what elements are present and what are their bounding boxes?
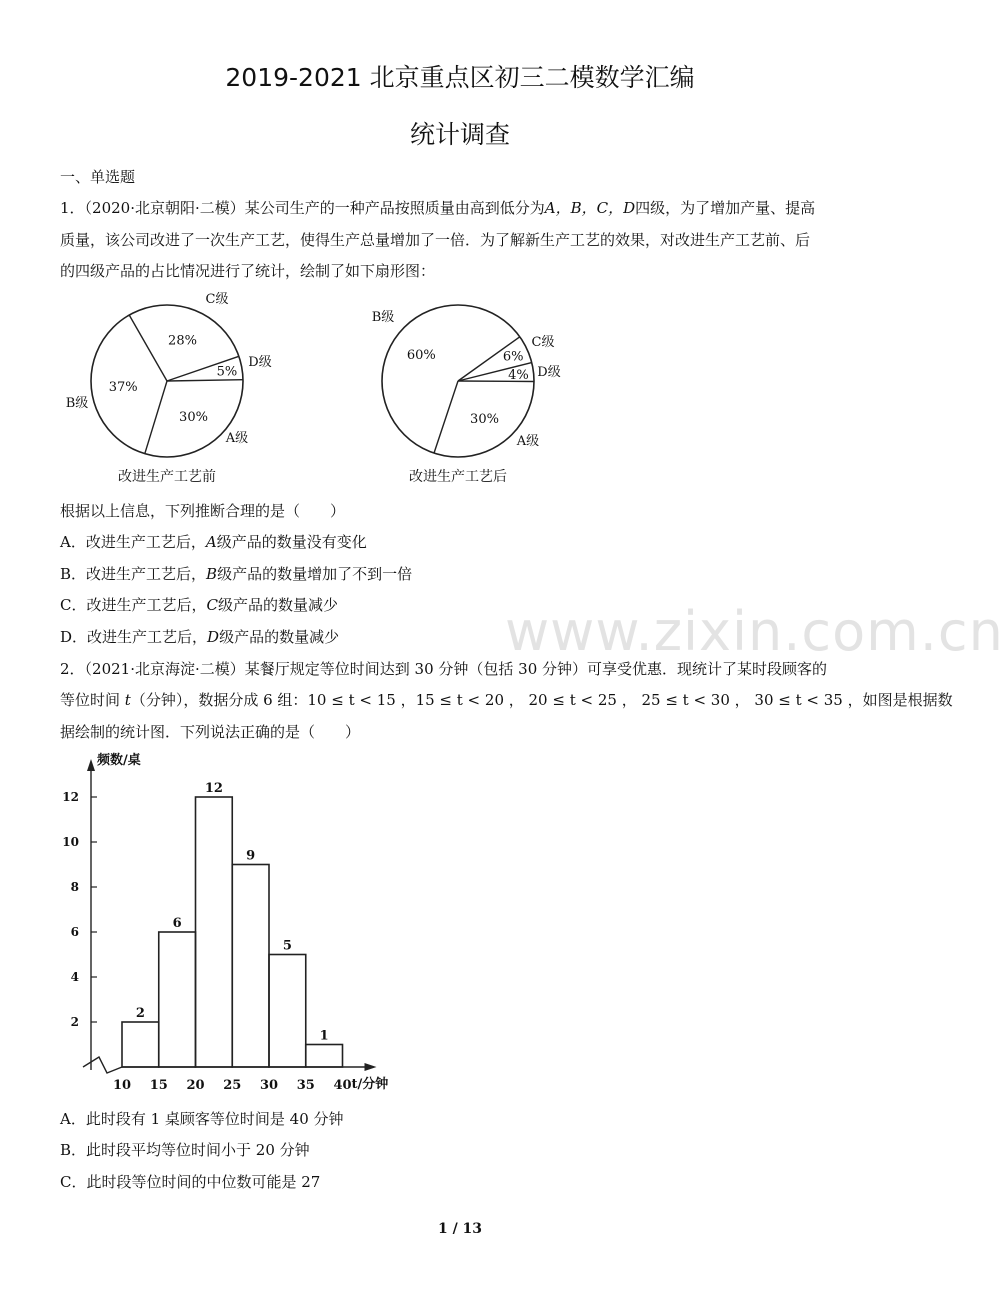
pie-slice-boundary bbox=[434, 381, 458, 453]
histogram-bar bbox=[122, 1022, 159, 1067]
q2-line-2-b: （分钟），数据分成 6 组：10 ≤ t < 15 ，15 ≤ t < 20 ， 20 ≤ t < 25 ， 25 ≤ t < 30 ， 30 ≤ t < 35 ，如图是根据数 bbox=[130, 691, 953, 709]
q1-option-c-lead: C．改进生产工艺后， bbox=[60, 596, 207, 614]
q1-option-d-var: D bbox=[207, 628, 220, 646]
pie-category-label: B级 bbox=[371, 310, 395, 325]
histogram-bar bbox=[196, 797, 233, 1067]
q2-line-2-a: 等位时间 bbox=[60, 691, 125, 709]
q2-line-1: 2．（2021·北京海淀·二模）某餐厅规定等位时间达到 30 分钟（包括 30 分钟）可享受优惠．现统计了某时段顾客的 bbox=[60, 660, 828, 678]
watermark: www.zixin.com.cn bbox=[505, 600, 1004, 663]
y-tick-label: 2 bbox=[70, 1015, 79, 1029]
pie-chart-before bbox=[66, 292, 272, 485]
y-axis-arrow bbox=[87, 759, 95, 771]
q1-option-a-rest: 级产品的数量没有变化 bbox=[216, 533, 367, 551]
pie-value-label: 28% bbox=[168, 333, 197, 349]
y-axis-label: 频数/桌 bbox=[97, 753, 141, 768]
x-tick-label: 25 bbox=[223, 1078, 242, 1093]
q1-option-b-lead: B．改进生产工艺后， bbox=[60, 565, 207, 583]
q2-line-3: 据绘制的统计图．下列说法正确的是（ ） bbox=[60, 723, 361, 741]
pie-value-label: 4% bbox=[508, 367, 529, 383]
y-tick-label: 6 bbox=[70, 925, 79, 939]
q1-option-a bbox=[60, 531, 875, 552]
bar-value-label: 1 bbox=[319, 1028, 329, 1044]
y-tick-label: 4 bbox=[70, 970, 79, 984]
q1-option-b bbox=[60, 563, 875, 584]
pie-category-label: A级 bbox=[516, 434, 540, 449]
bar-value-label: 6 bbox=[172, 916, 182, 931]
x-tick-label: 35 bbox=[296, 1078, 315, 1093]
q1-prompt: 根据以上信息，下列推断合理的是（ ） bbox=[60, 502, 346, 520]
pie-category-label: C级 bbox=[531, 335, 555, 350]
q2-option-c: C．此时段等位时间的中位数可能是 27 bbox=[60, 1173, 321, 1191]
document-title: 2019-2021 北京重点区初三二模数学汇编 bbox=[225, 63, 695, 92]
y-tick-label: 12 bbox=[62, 790, 79, 804]
q1-option-c-var: C bbox=[206, 596, 218, 614]
section-heading: 一、单选题 bbox=[60, 168, 136, 186]
q1-option-c bbox=[60, 594, 875, 615]
document-subtitle: 统计调查 bbox=[409, 120, 510, 149]
x-axis-label: t/分钟 bbox=[351, 1077, 389, 1092]
x-tick-label: 40 bbox=[333, 1078, 352, 1093]
x-axis-break bbox=[83, 1057, 122, 1073]
q1-line-3: 的四级产品的占比情况进行了统计，绘制了如下扇形图： bbox=[60, 262, 436, 280]
pie-value-label: 30% bbox=[470, 412, 499, 428]
q1-line-1 bbox=[60, 197, 875, 218]
bar-value-label: 9 bbox=[246, 848, 256, 864]
pie-slice-boundary bbox=[145, 381, 167, 454]
q1-option-b-var: B bbox=[206, 565, 218, 583]
x-tick-label: 10 bbox=[112, 1078, 132, 1093]
y-tick-label: 10 bbox=[62, 835, 79, 849]
x-axis-arrow bbox=[365, 1063, 377, 1071]
bar-value-label: 2 bbox=[135, 1006, 145, 1021]
q2-option-a: A．此时段有 1 桌顾客等位时间是 40 分钟 bbox=[60, 1110, 344, 1128]
histogram-bar bbox=[232, 865, 269, 1068]
pie-value-label: 5% bbox=[216, 364, 238, 380]
pie-slice-boundary bbox=[129, 315, 167, 381]
q1-option-d-rest: 级产品的数量减少 bbox=[219, 628, 340, 646]
pie-slice-boundary bbox=[458, 381, 534, 382]
q1-option-a-lead: A．改进生产工艺后， bbox=[60, 533, 206, 551]
pie-category-label: D级 bbox=[248, 355, 272, 370]
pie-charts bbox=[55, 290, 615, 495]
q1-option-c-rest: 级产品的数量减少 bbox=[217, 596, 338, 614]
q1-line-1-text-a: 1．（2020·北京朝阳·二模）某公司生产的一种产品按照质量由高到低分为 bbox=[60, 199, 545, 217]
x-tick-label: 15 bbox=[149, 1078, 168, 1093]
page-number: 1 / 13 bbox=[437, 1221, 483, 1237]
bar-value-label: 12 bbox=[204, 781, 223, 796]
pie-value-label: 37% bbox=[108, 379, 138, 395]
q1-line-1-letters: A，B，C，D bbox=[544, 199, 636, 217]
q2-line-2 bbox=[60, 689, 953, 710]
q2-line-2-var: t bbox=[124, 691, 131, 709]
q1-option-a-var: A bbox=[205, 533, 217, 551]
histogram-bar bbox=[269, 955, 306, 1068]
pie-category-label: D级 bbox=[537, 365, 561, 380]
q1-option-b-rest: 级产品的数量增加了不到一倍 bbox=[217, 565, 413, 583]
pie-caption: 改进生产工艺前 bbox=[118, 469, 216, 485]
pie-chart-after bbox=[372, 305, 561, 485]
pie-category-label: A级 bbox=[225, 431, 249, 446]
pie-slice-boundary bbox=[167, 380, 243, 381]
q1-line-2: 质量，该公司改进了一次生产工艺，使得生产总量增加了一倍．为了解新生产工艺的效果，对改进生产工艺前、后 bbox=[60, 231, 811, 249]
histogram-chart bbox=[55, 745, 415, 1095]
pie-category-label: B级 bbox=[65, 396, 89, 411]
y-tick-label: 8 bbox=[70, 880, 79, 894]
histogram-bar bbox=[159, 932, 196, 1067]
x-tick-label: 20 bbox=[186, 1078, 205, 1093]
q1-line-1-text-b: 四级，为了增加产量、提高 bbox=[635, 199, 816, 217]
x-tick-label: 30 bbox=[259, 1078, 279, 1093]
pie-value-label: 6% bbox=[502, 349, 524, 365]
q2-option-b: B．此时段平均等位时间小于 20 分钟 bbox=[60, 1141, 310, 1159]
bar-value-label: 5 bbox=[282, 938, 292, 954]
q1-option-d bbox=[60, 626, 875, 647]
histogram-bar bbox=[306, 1045, 343, 1068]
q1-option-d-lead: D．改进生产工艺后， bbox=[60, 628, 208, 646]
pie-value-label: 60% bbox=[406, 347, 436, 363]
pie-category-label: C级 bbox=[205, 292, 229, 307]
pie-value-label: 30% bbox=[179, 410, 208, 426]
pie-caption: 改进生产工艺后 bbox=[409, 469, 507, 485]
